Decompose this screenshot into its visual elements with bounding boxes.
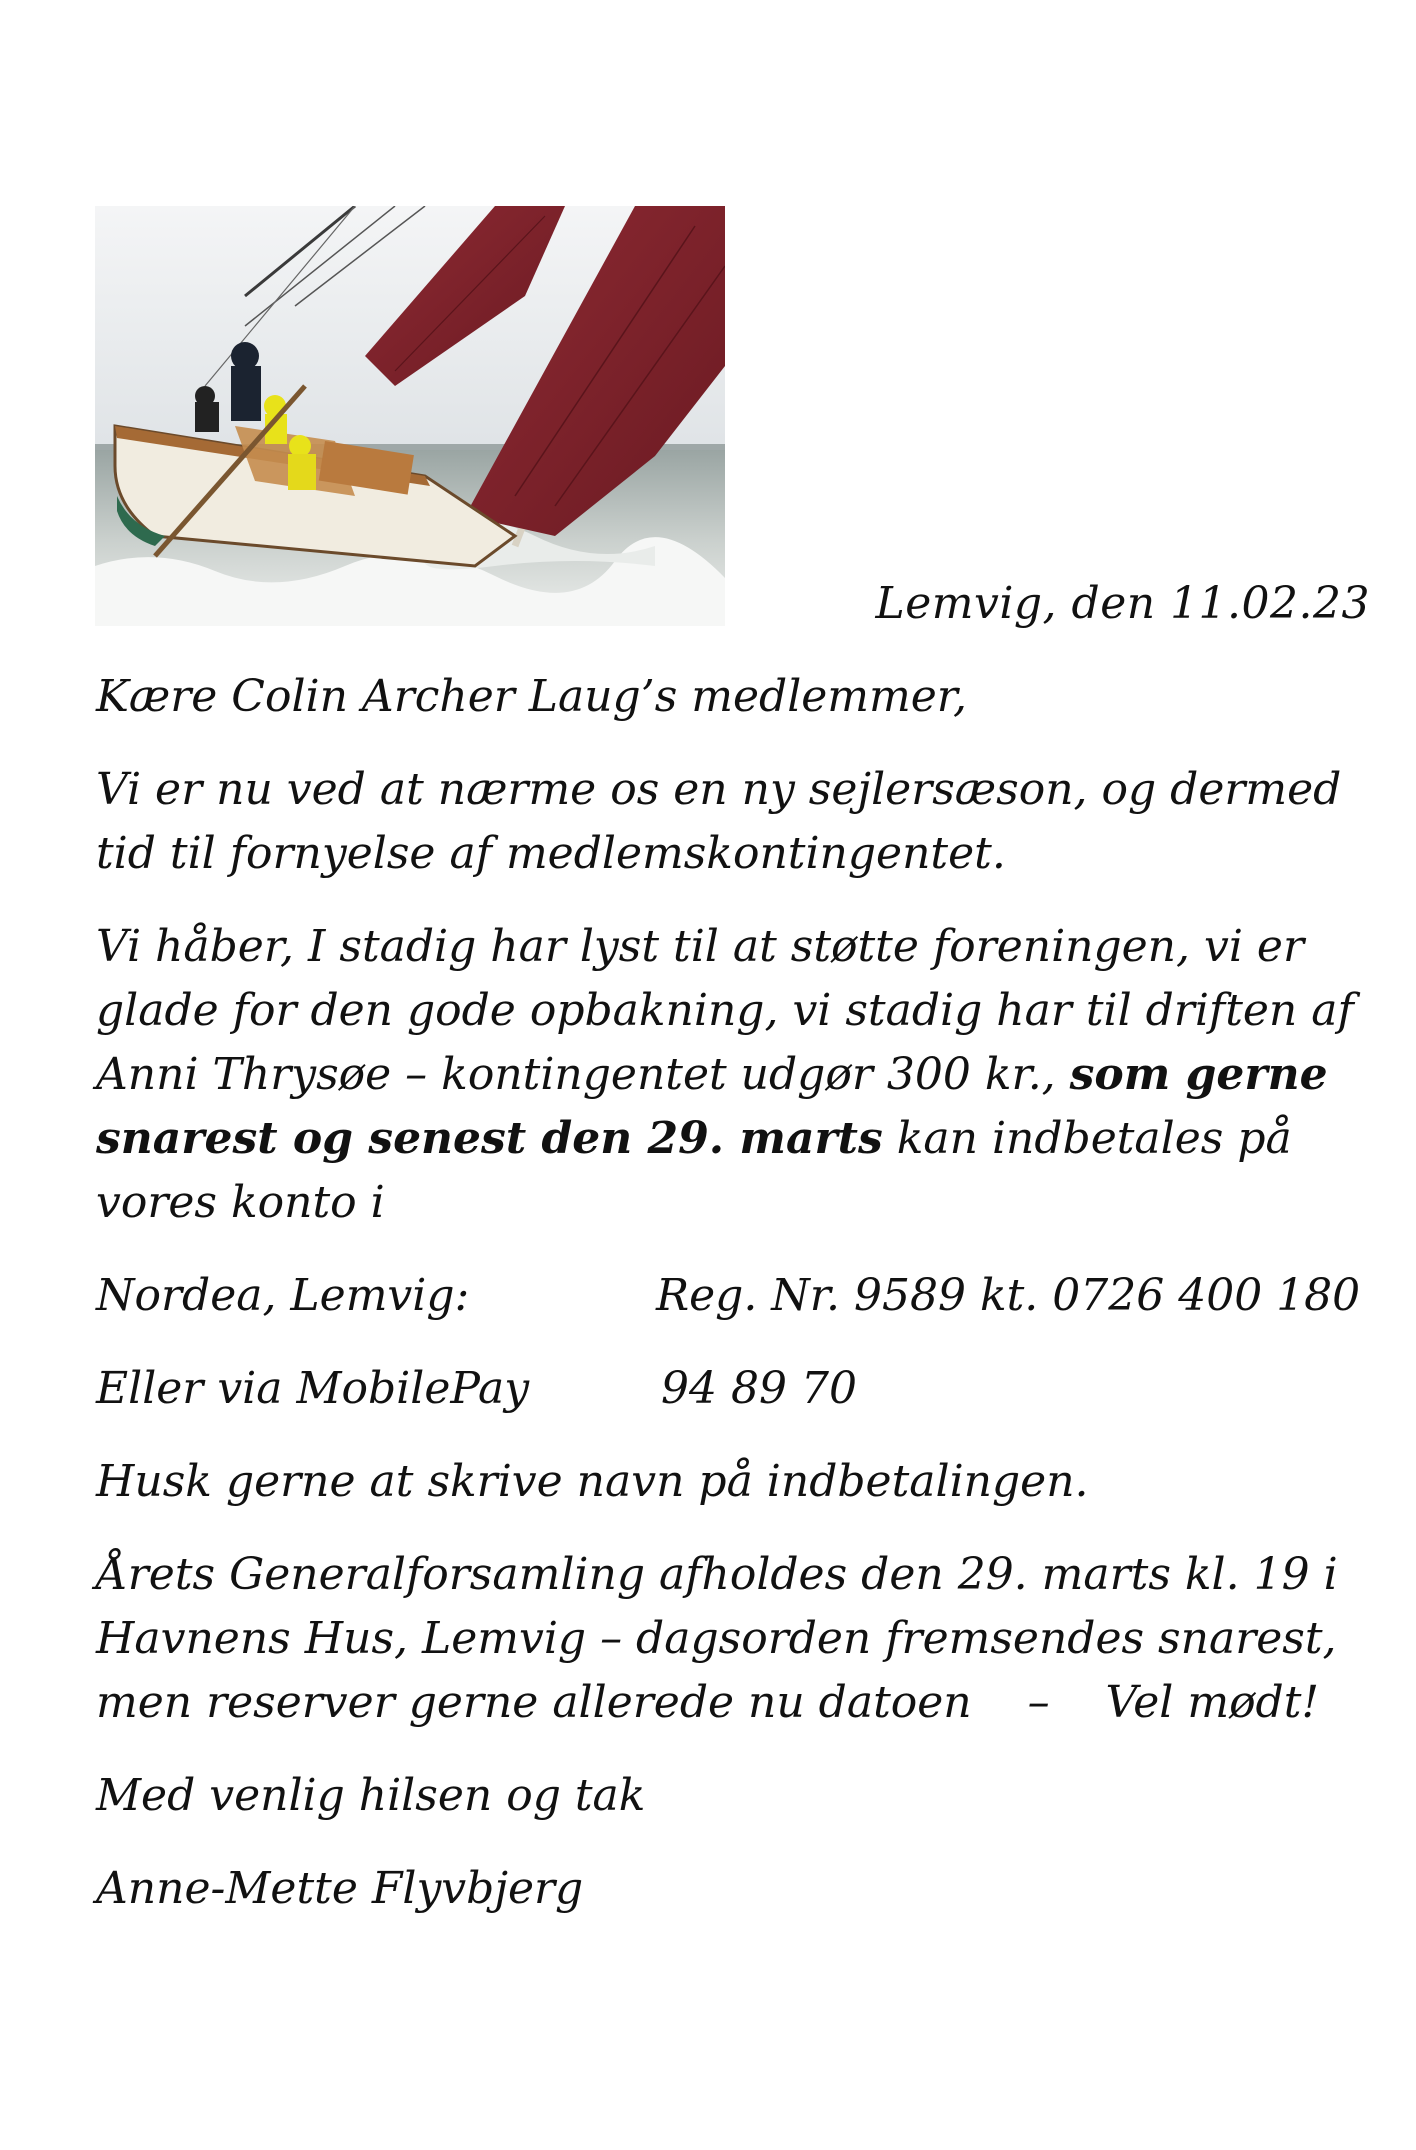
reminder-line: Husk gerne at skrive navn på indbetalingen.: [96, 1456, 1089, 1507]
bank-row: [96, 1264, 1396, 1328]
paragraph-membership-tail: kan indbetales på vores konto i: [96, 1113, 1292, 1228]
greeting: Kære Colin Archer Laug’s medlemmer,: [96, 671, 967, 722]
date-line: Lemvig, den 11.02.23: [875, 578, 1370, 629]
paragraph-membership-text: Vi håber, I stadig har lyst til at støtte foreningen, vi er glade for den gode opbakning, vi stadig har til driften af Anni Thrysøe – kontingentet udgør 300 kr.,: [96, 921, 1354, 1100]
sailboat-illustration: [95, 206, 725, 626]
paragraph-membership: [96, 915, 1396, 1235]
paragraph-season: Vi er nu ved at nærme os en ny sejlersæson, og dermed tid til fornyelse af medlemskontingentet.: [96, 764, 1342, 879]
paragraph-general-assembly: Årets Generalforsamling afholdes den 29. marts kl. 19 i Havnens Hus, Lemvig – dagsorden fremsendes snarest, men reserver gerne allerede nu datoen – Vel mødt!: [96, 1549, 1352, 1728]
mobilepay-number: 94 89 70: [661, 1363, 857, 1414]
payment-deadline-emphasis: som gerne snarest og senest den 29. marts: [96, 1049, 1328, 1164]
letter-body: [96, 665, 1396, 1950]
bank-label: Nordea, Lemvig:: [96, 1270, 470, 1321]
sailboat-photo: [95, 206, 725, 626]
mobilepay-label: Eller via MobilePay: [96, 1363, 530, 1414]
bank-account-number: Reg. Nr. 9589 kt. 0726 400 180: [656, 1270, 1361, 1321]
closing-line: Med venlig hilsen og tak: [96, 1770, 646, 1821]
mobilepay-row: [96, 1357, 1396, 1421]
signature: Anne-Mette Flyvbjerg: [96, 1863, 584, 1914]
